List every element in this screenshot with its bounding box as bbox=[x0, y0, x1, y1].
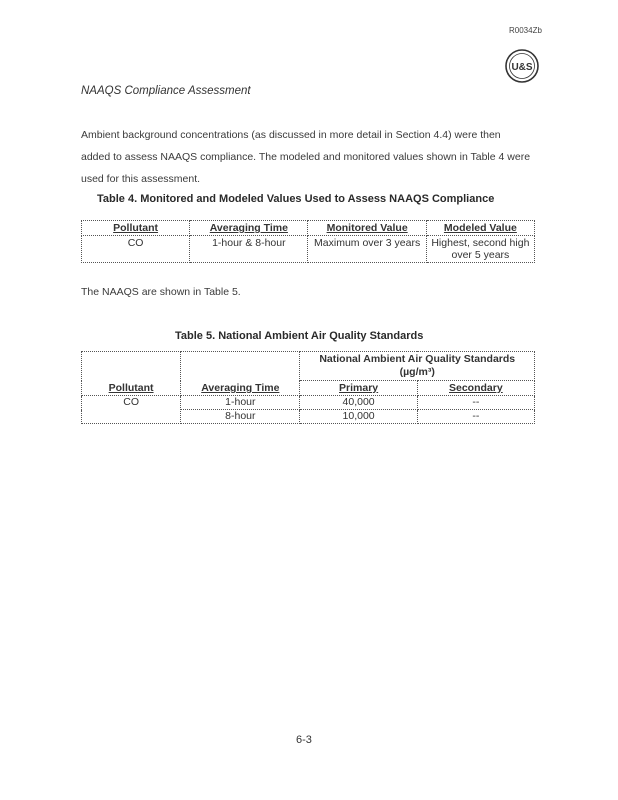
cell-primary: 10,000 bbox=[300, 410, 417, 424]
company-logo bbox=[504, 48, 540, 84]
cell-secondary: -- bbox=[417, 410, 534, 424]
naaqs-note: The NAAQS are shown in Table 5. bbox=[81, 286, 241, 298]
table-row bbox=[82, 396, 535, 410]
logo-seal-icon bbox=[504, 48, 540, 84]
table-row bbox=[82, 236, 535, 263]
cell-averaging-time: 1-hour bbox=[181, 396, 300, 410]
cell-primary: 40,000 bbox=[300, 396, 417, 410]
cell-averaging-time: 1-hour & 8-hour bbox=[190, 236, 308, 263]
col-group-header-naaqs: National Ambient Air Quality Standards (µg/m³) bbox=[300, 352, 535, 381]
table5-caption: Table 5. National Ambient Air Quality Standards bbox=[175, 330, 424, 342]
col-header-modeled-value: Modeled Value bbox=[426, 221, 534, 236]
cell-pollutant: CO bbox=[82, 396, 181, 424]
document-number: R0034Zb bbox=[509, 26, 542, 35]
table-group-header-row bbox=[82, 352, 535, 381]
col-header-averaging-time: Averaging Time bbox=[190, 221, 308, 236]
cell-modeled-value: Highest, second high over 5 years bbox=[426, 236, 534, 263]
col-header-primary: Primary bbox=[300, 381, 417, 396]
col-header-monitored-value: Monitored Value bbox=[308, 221, 426, 236]
body-paragraph: Ambient background concentrations (as discussed in more detail in Section 4.4) were then added to assess NAAQS compliance. The modeled and monitored values shown in Table 4 were used for this assessment. bbox=[81, 129, 531, 185]
page-number: 6-3 bbox=[296, 734, 312, 746]
cell-pollutant: CO bbox=[82, 236, 190, 263]
col-header-pollutant: Pollutant bbox=[82, 221, 190, 236]
table4-caption: Table 4. Monitored and Modeled Values Used to Assess NAAQS Compliance bbox=[97, 193, 495, 205]
cell-averaging-time: 8-hour bbox=[181, 410, 300, 424]
table-monitored-modeled-values bbox=[81, 220, 535, 263]
table-naaqs bbox=[81, 351, 535, 424]
logo-text: U&S bbox=[511, 62, 533, 73]
cell-monitored-value: Maximum over 3 years bbox=[308, 236, 426, 263]
cell-secondary: -- bbox=[417, 396, 534, 410]
col-header-secondary: Secondary bbox=[417, 381, 534, 396]
col-header-pollutant: Pollutant bbox=[82, 352, 181, 396]
col-header-averaging-time: Averaging Time bbox=[181, 352, 300, 396]
table-header-row bbox=[82, 221, 535, 236]
section-heading: NAAQS Compliance Assessment bbox=[81, 85, 251, 97]
